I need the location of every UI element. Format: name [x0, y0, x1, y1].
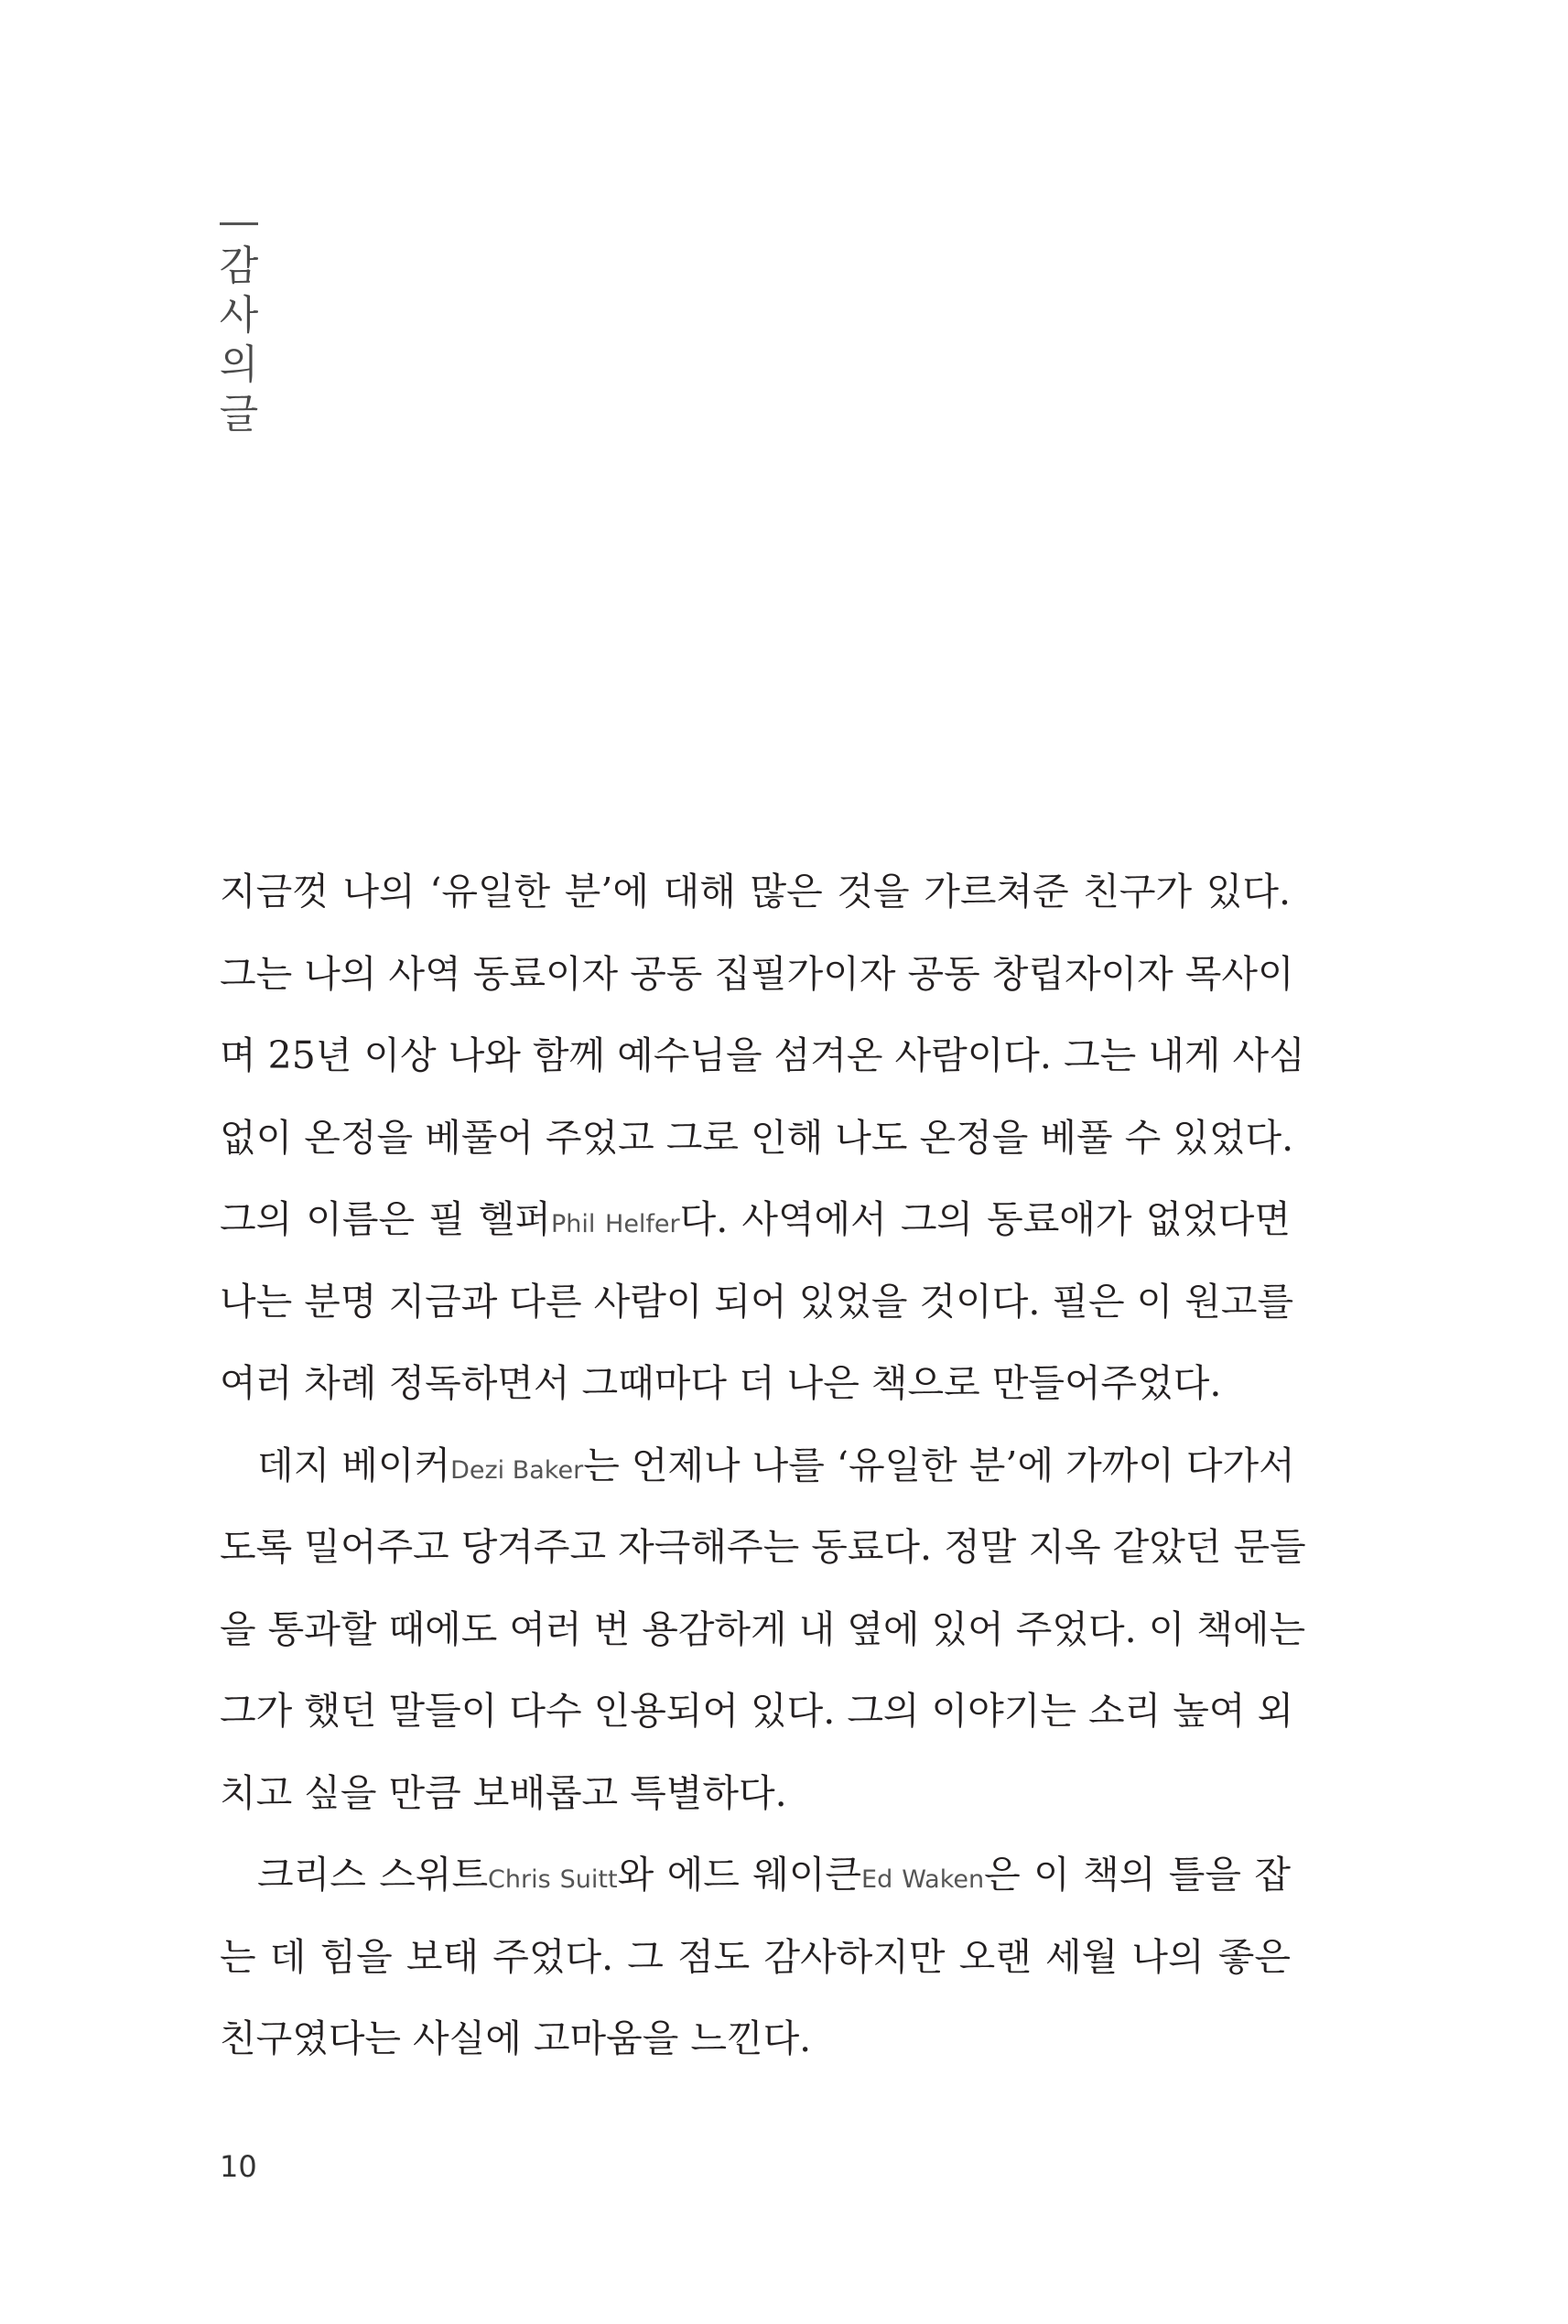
text-segment: 는 언제나 나를 ‘유일한 분’에 가까이 다가서	[583, 1443, 1295, 1487]
text-line: 없이 온정을 베풀어 주었고 그로 인해 나도 온정을 베풀 수 있었다.	[220, 1115, 1294, 1160]
text-line: 여러 차례 정독하면서 그때마다 더 나은 책으로 만들어주었다.	[220, 1361, 1222, 1405]
english-name: Ed Waken	[861, 1865, 985, 1894]
vertical-chapter-title	[216, 242, 262, 439]
page-number: 10	[220, 2149, 257, 2184]
text-line	[220, 1179, 1291, 1261]
text-segment: 와 에드 웨이큰	[617, 1853, 862, 1897]
body-text	[220, 851, 1306, 2081]
text-segment: 다. 사역에서 그의 동료애가 없었다면	[679, 1197, 1291, 1241]
title-char: 의	[219, 341, 259, 388]
text-line: 나는 분명 지금과 다른 사람이 되어 있었을 것이다. 필은 이 원고를	[220, 1279, 1294, 1324]
english-name: Chris Suitt	[488, 1865, 618, 1894]
text-line	[220, 1834, 1291, 1917]
text-line: 도록 밀어주고 당겨주고 자극해주는 동료다. 정말 지옥 같았던 문들	[220, 1525, 1306, 1569]
text-segment: 크리스 스위트	[257, 1853, 489, 1897]
text-line: 는 데 힘을 보태 주었다. 그 점도 감사하지만 오랜 세월 나의 좋은	[220, 1934, 1291, 1979]
text-segment: 데지 베이커	[257, 1443, 451, 1487]
text-line: 지금껏 나의 ‘유일한 분’에 대해 많은 것을 가르쳐준 친구가 있다.	[220, 870, 1291, 913]
text-segment: 은 이 책의 틀을 잡	[984, 1853, 1292, 1897]
text-line: 치고 싶을 만큼 보배롭고 특별하다.	[220, 1770, 787, 1815]
text-segment: 그의 이름은 필 헬퍼	[220, 1197, 552, 1241]
english-name: Dezi Baker	[450, 1455, 584, 1485]
text-line: 을 통과할 때에도 여러 번 용감하게 내 옆에 있어 주었다. 이 책에는	[220, 1606, 1306, 1651]
text-line: 며 25년 이상 나와 함께 예수님을 섬겨온 사람이다. 그는 내게 사심	[220, 1033, 1305, 1077]
text-line: 그가 했던 말들이 다수 인용되어 있다. 그의 이야기는 소리 높여 외	[220, 1689, 1294, 1733]
text-line	[220, 1425, 1295, 1508]
text-line: 그는 나의 사역 동료이자 공동 집필가이자 공동 창립자이자 목사이	[220, 951, 1294, 996]
text-line: 친구였다는 사실에 고마움을 느낀다.	[220, 2016, 812, 2060]
title-char: 감	[219, 243, 259, 289]
title-rule	[220, 222, 258, 225]
english-name: Phil Helfer	[551, 1210, 680, 1238]
title-char: 사	[219, 292, 259, 339]
title-char: 글	[219, 391, 259, 438]
